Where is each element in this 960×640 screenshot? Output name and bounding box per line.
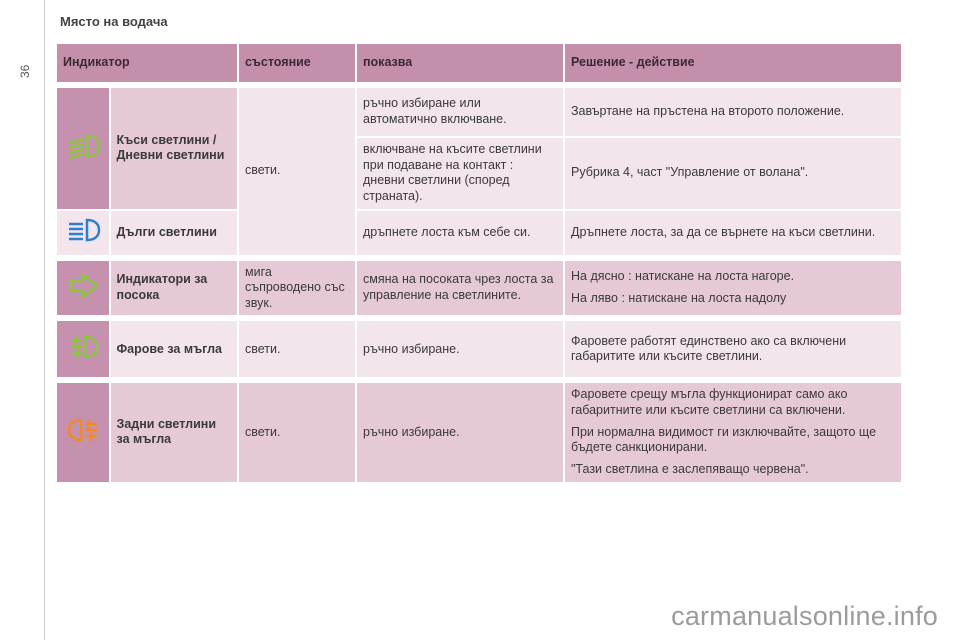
front-fog-name: Фарове за мъгла xyxy=(111,321,239,379)
high-beam-icon-cell xyxy=(57,211,111,257)
low-beam-icon xyxy=(63,131,103,161)
rear-fog-name: Задни светлини за мъгла xyxy=(111,383,239,483)
high-beam-icon xyxy=(63,215,103,245)
high-beam-action: Дръпнете лоста, за да се върнете на къси светлини. xyxy=(565,211,903,257)
section-title: Място на водача xyxy=(60,14,168,29)
column-header-action: Решение - действие xyxy=(565,44,903,84)
column-header-shows: показва xyxy=(357,44,565,84)
rear-fog-state: свети. xyxy=(239,383,357,483)
rear-fog-icon-cell xyxy=(57,383,111,483)
column-header-state: състояние xyxy=(239,44,357,84)
table-row xyxy=(57,211,903,257)
front-fog-icon xyxy=(63,332,103,362)
page-number: 36 xyxy=(18,64,32,78)
low-beam-shows-1: ръчно избиране или автоматично включване. xyxy=(357,88,565,138)
high-beam-shows: дръпнете лоста към себе си. xyxy=(357,211,565,257)
rear-fog-action-2: При нормална видимост ги изключвайте, защото ще бъдете санкционирани. xyxy=(571,424,877,455)
table-row xyxy=(57,383,903,483)
front-fog-state: свети. xyxy=(239,321,357,379)
table-header-row xyxy=(57,44,903,84)
indicators-action xyxy=(565,261,903,318)
indicators-action-right: На дясно : натискане на лоста нагоре. xyxy=(571,269,795,284)
indicators-state: мига съпроводено със звук. xyxy=(239,261,357,318)
column-header-indicator: Индикатор xyxy=(57,44,239,84)
rear-fog-shows: ръчно избиране. xyxy=(357,383,565,483)
rear-fog-icon xyxy=(63,415,103,445)
indicators-action-left: На ляво : натискане на лоста надолу xyxy=(571,290,787,305)
turn-signal-icon-cell xyxy=(57,261,111,318)
front-fog-icon-cell xyxy=(57,321,111,379)
front-fog-action: Фаровете работят единствено ако са включени габаритите или късите светлини. xyxy=(565,321,903,379)
table-row xyxy=(57,88,903,138)
low-beam-icon-cell xyxy=(57,88,111,211)
rear-fog-action xyxy=(565,383,903,483)
low-beam-action-2: Рубрика 4, част "Управление от волана". xyxy=(565,138,903,211)
low-beam-name: Къси светлини / Дневни светлини xyxy=(111,88,239,211)
indicators-shows: смяна на посоката чрез лоста за управление на светлините. xyxy=(357,261,565,318)
indicators-name: Индикатори за посока xyxy=(111,261,239,318)
indicator-table xyxy=(57,44,903,484)
table-row xyxy=(57,261,903,318)
rear-fog-action-3: "Тази светлина е заслепяващо червена". xyxy=(571,461,809,476)
turn-signal-icon xyxy=(63,271,103,301)
high-beam-name: Дълги светлини xyxy=(111,211,239,257)
front-fog-shows: ръчно избиране. xyxy=(357,321,565,379)
low-beam-state: свети. xyxy=(239,88,357,257)
low-beam-shows-2: включване на късите светлини при подаване на контакт : дневни светлини (според страната). xyxy=(357,138,565,211)
low-beam-action-1: Завъртане на пръстена на второто положение. xyxy=(565,88,903,138)
rear-fog-action-1: Фаровете срещу мъгла функционират само ако габаритните или късите светлини са включени. xyxy=(571,387,848,417)
watermark: carmanualsonline.info xyxy=(671,601,938,631)
table-row xyxy=(57,321,903,379)
margin-line xyxy=(44,0,45,640)
